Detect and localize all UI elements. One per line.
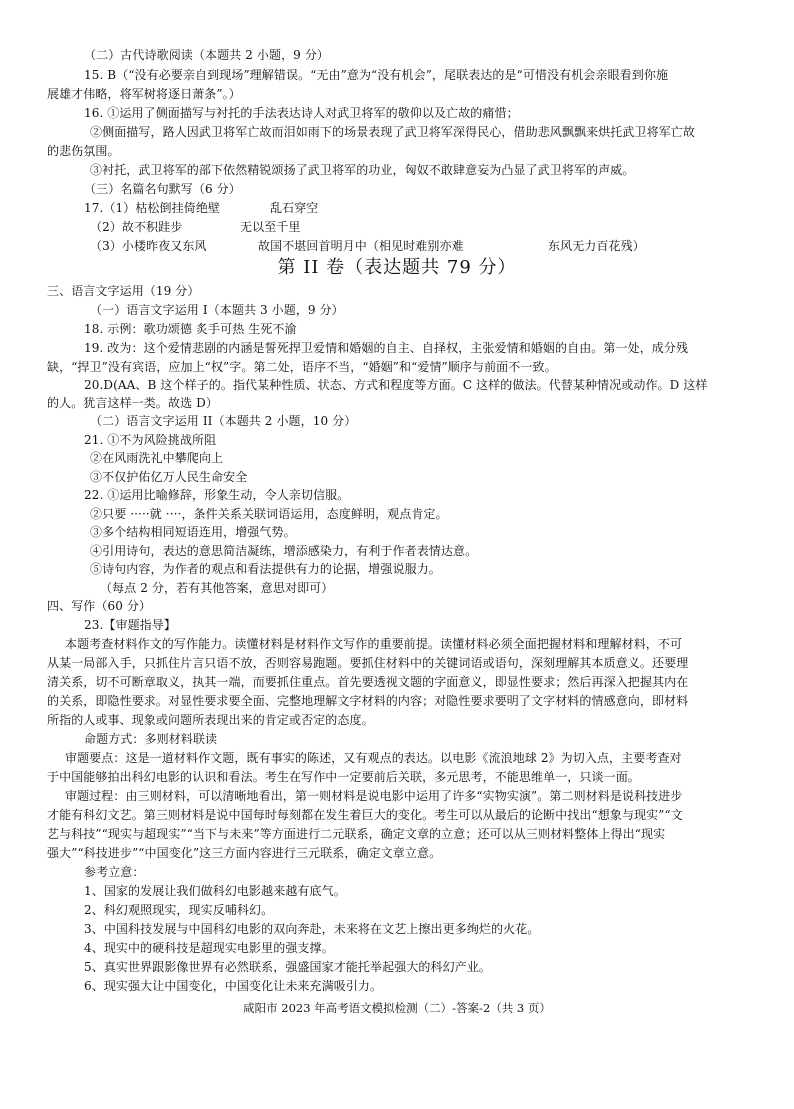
writing-guide-p2-line1: 审题要点：这是一道材料作文题，既有事实的陈述，又有观点的表达。以电影《流浪地球 2》为切入点，主要考查对 [65,751,682,765]
answer-22-4: ④引用诗句，表达的意思简洁凝练，增添感染力，有利于作者表情达意。 [90,544,478,558]
answer-16: 16. ①运用了侧面描写与衬托的手法表达诗人对武卫将军的敬仰以及亡故的痛惜； [84,106,519,120]
answer-19-cont: 缺，“捍卫”没有宾语，应加上“权”字。第二处，语序不当，“婚姻”和“爱情”顺序与前面不一致。 [47,360,557,374]
answer-17-1-b: 乱石穿空 [270,201,319,215]
reference-idea-3: 3、中国科技发展与中国科幻电影的双向奔赴，未来将在文艺上擦出更多绚烂的火花。 [84,922,540,936]
scoring-note: （每点 2 分，若有其他答案，意思对即可） [100,581,334,595]
page-footer: 咸阳市 2023 年高考语文模拟检测（二）-答案-2（共 3 页） [243,1001,551,1015]
answer-17-2-a: （2）故不积跬步 [90,220,183,234]
writing-guide-p1-line4: 的关系，即隐性要求。对显性要求要全面、完整地理解文字材料的内容；对隐性要求要明了文字材料的情感意向，即材料 [47,694,689,708]
subsection-language-1: （一）语言文字运用 I（本题共 3 小题，9 分） [90,303,344,317]
answer-21-2: ②在风雨洗礼中攀爬向上 [90,451,224,465]
section-heading-writing: 四、写作（60 分） [47,599,152,613]
answer-20-cont: 的人。犹言这样一类。故选 D） [47,396,218,410]
reference-idea-6: 6、现实强大让中国变化，中国变化让未来充满吸引力。 [84,979,383,993]
proposition-method: 命题方式：多则材料联读 [84,732,218,746]
writing-guide-p3-line4: 强大”“科技进步”“中国变化”这三方面内容进行三元联系，确定文章立意。 [47,846,442,860]
answer-18: 18. 示例：歌功颂德 炙手可热 生死不渝 [84,322,297,336]
writing-guide-p3-line2: 才能有科幻文艺。第三则材料是说中国每时每刻都在发生着巨大的变化。考生可以从最后的论断中找出“想象与现实”“文 [47,808,683,822]
answer-22-2: ②只要 ·····就 ····，条件关系关联词语运用，态度鲜明，观点肯定。 [90,507,448,521]
writing-guide-p3-line1: 审题过程：由三则材料，可以清晰地看出，第一则材料是说电影中运用了许多“实物实演”。第二则材料是说科技进步 [65,789,683,803]
answer-15-cont: 展雄才伟略，将军树将逐日萧条”。） [47,87,241,101]
answer-21-1: 21. ①不为风险挑战所阻 [84,433,217,447]
reference-ideas-heading: 参考立意： [84,865,145,879]
writing-guide-p1-line3: 清关系，切不可断章取义，执其一端，而要抓住重点。首先要透视文题的字面意义，即显性要求；然后再深入把握其内在 [47,675,689,689]
answer-16-point-2: ②侧面描写，路人因武卫将军亡故而泪如雨下的场景表现了武卫将军深得民心，借助悲风飘飘来烘托武卫将军亡故 [90,125,696,139]
writing-guide-p3-line3: 艺与科技”“现实与超现实”“当下与未来”等方面进行二元联系，确定文章的立意；还可以从三则材料整体上得出“现实 [47,827,666,841]
answer-15: 15. B（“没有必要亲自到现场”理解错误。“无由”意为“没有机会”，尾联表达的是“可惜没有机会亲眼看到你施 [84,68,669,82]
answer-21-3: ③不仅护佑亿万人民生命安全 [90,470,248,484]
answer-17-2-b: 无以至千里 [240,220,301,234]
answer-16-point-3: ③衬托，武卫将军的部下依然精锐颂扬了武卫将军的功业，匈奴不敢肆意妄为凸显了武卫将军的声威。 [90,163,635,177]
subsection-language-2: （二）语言文字运用 II（本题共 2 小题，10 分） [90,414,357,428]
answer-22-1: 22. ①运用比喻修辞，形象生动，令人亲切信服。 [84,488,350,502]
writing-guide-p1-line1: 本题考查材料作文的写作能力。读懂材料是材料作文写作的重要前提。读懂材料必须全面把握材料和理解材料，不可 [65,637,683,651]
reference-idea-2: 2、科幻观照现实，现实反哺科幻。 [84,903,274,917]
answer-23-heading: 23.【审题指导】 [84,618,176,632]
answer-17-3-a: （3）小楼昨夜又东风 [90,239,207,253]
writing-guide-p1-line2: 从某一局部入手，只抓住片言只语不放，否则容易跑题。要抓住材料中的关键词语或语句，深刻理解其本质意义。还要理 [47,656,689,670]
answer-22-5: ⑤诗句内容，为作者的观点和看法提供有力的论据，增强说服力。 [90,562,441,576]
answer-17-1-a: 17.（1）枯松倒挂倚绝壁 [84,201,221,215]
section-heading-recitation: （三）名篇名句默写（6 分） [84,182,241,196]
reference-idea-1: 1、国家的发展让我们做科幻电影越来越有底气。 [84,884,346,898]
answer-20: 20.D(AA、B 这个样子的。指代某种性质、状态、方式和程度等方面。C 这样的做法。代替某种情况或动作。D 这样 [84,378,708,392]
answer-16-point-2-cont: 的悲伤氛围。 [47,144,120,158]
section-heading-poetry: （二）古代诗歌阅读（本题共 2 小题，9 分） [84,48,330,62]
answer-17-3-b: 故国不堪回首明月中（相见时难别亦难 [258,239,464,253]
writing-guide-p2-line2: 于中国能够拍出科幻电影的认识和看法。考生在写作中一定要前后关联，多元思考，不能思维单一，只谈一面。 [47,770,640,784]
reference-idea-5: 5、真实世界跟影像世界有必然联系，强盛国家才能托举起强大的科幻产业。 [84,960,492,974]
answer-17-3-c: 东风无力百花残） [548,239,645,253]
answer-19: 19. 改为：这个爱情悲剧的内涵是誓死捍卫爱情和婚姻的自主、自择权，主张爱情和婚姻的自由。第一处，成分残 [84,341,689,355]
section-heading-language: 三、语言文字运用（19 分） [47,284,200,298]
part-two-title: 第 II 卷（表达题共 79 分） [277,257,517,278]
writing-guide-p1-line5: 所指的人或事、现象或问题所表现出来的肯定或否定的态度。 [47,713,374,727]
reference-idea-4: 4、现实中的硬科技是超现实电影里的强支撑。 [84,941,334,955]
answer-22-3: ③多个结构相同短语连用，增强气势。 [90,525,296,539]
